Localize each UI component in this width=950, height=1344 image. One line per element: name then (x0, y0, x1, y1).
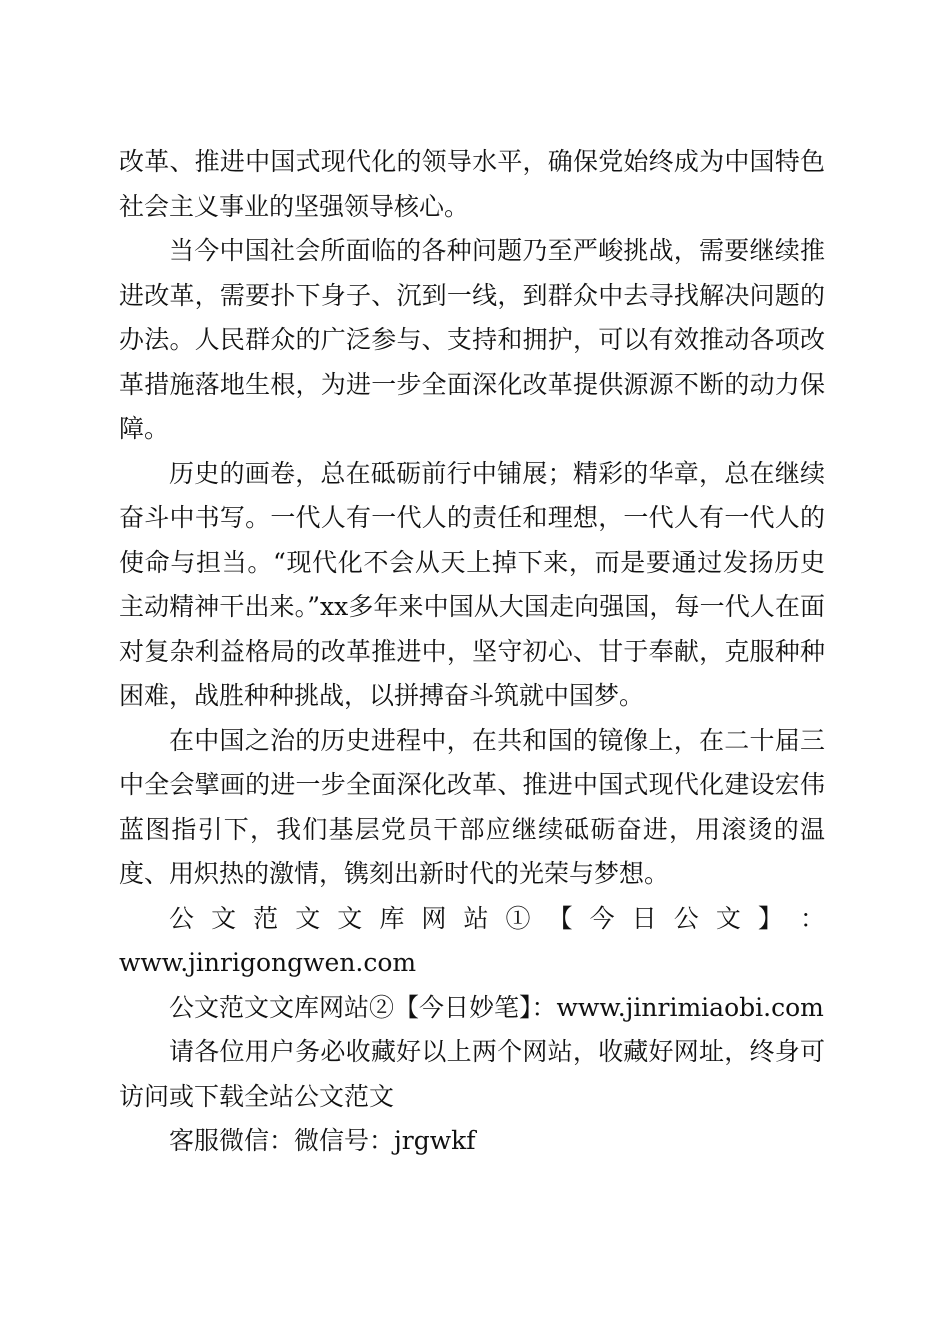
document-body (119, 140, 825, 1164)
paragraph-chinese-governance: 在中国之治的历史进程中，在共和国的镜像上，在二十届三中全会擘画的进一步全面深化改革、推进中国式现代化建设宏伟蓝图指引下，我们基层党员干部应继续砥砺奋进，用滚烫的温度、用炽热的激情，镌刻出新时代的光荣与梦想。 (119, 725, 825, 888)
paragraph-history-scroll: 历史的画卷，总在砥砺前行中铺展；精彩的华章，总在继续奋斗中书写。一代人有一代人的责任和理想，一代人有一代人的使命与担当。“现代化不会从天上掉下来，而是要通过发扬历史主动精神干出来。”xx多年来中国从大国走向强国，每一代人在面对复杂利益格局的改革推进中，坚守初心、甘于奉献，克服种种困难，战胜种种挑战，以拼搏奋斗筑就中国梦。 (119, 458, 825, 710)
paragraph-continued: 改革、推进中国式现代化的领导水平，确保党始终成为中国特色社会主义事业的坚强领导核心。 (119, 147, 825, 221)
footer-customer-service: 客服微信：微信号：jrgwkf (169, 1126, 476, 1155)
footer-site2-line[interactable]: 公文范文文库网站②【今日妙笔】：www.jinrimiaobi.com (169, 992, 824, 1022)
footer-site1-label: 公 文 范 文 文 库 网 站 ① 【 今 日 公 文 】 ： (169, 903, 825, 933)
footer-site1-url[interactable]: www.jinrigongwen.com (119, 948, 417, 977)
paragraph-reform-challenges: 当今中国社会所面临的各种问题乃至严峻挑战，需要继续推进改革，需要扑下身子、沉到一线，到群众中去寻找解决问题的办法。人民群众的广泛参与、支持和拥护，可以有效推动各项改革措施落地生根，为进一步全面深化改革提供源源不断的动力保障。 (119, 236, 825, 443)
footer-notice: 请各位用户务必收藏好以上两个网站，收藏好网址，终身可访问或下载全站公文范文 (119, 1037, 825, 1111)
